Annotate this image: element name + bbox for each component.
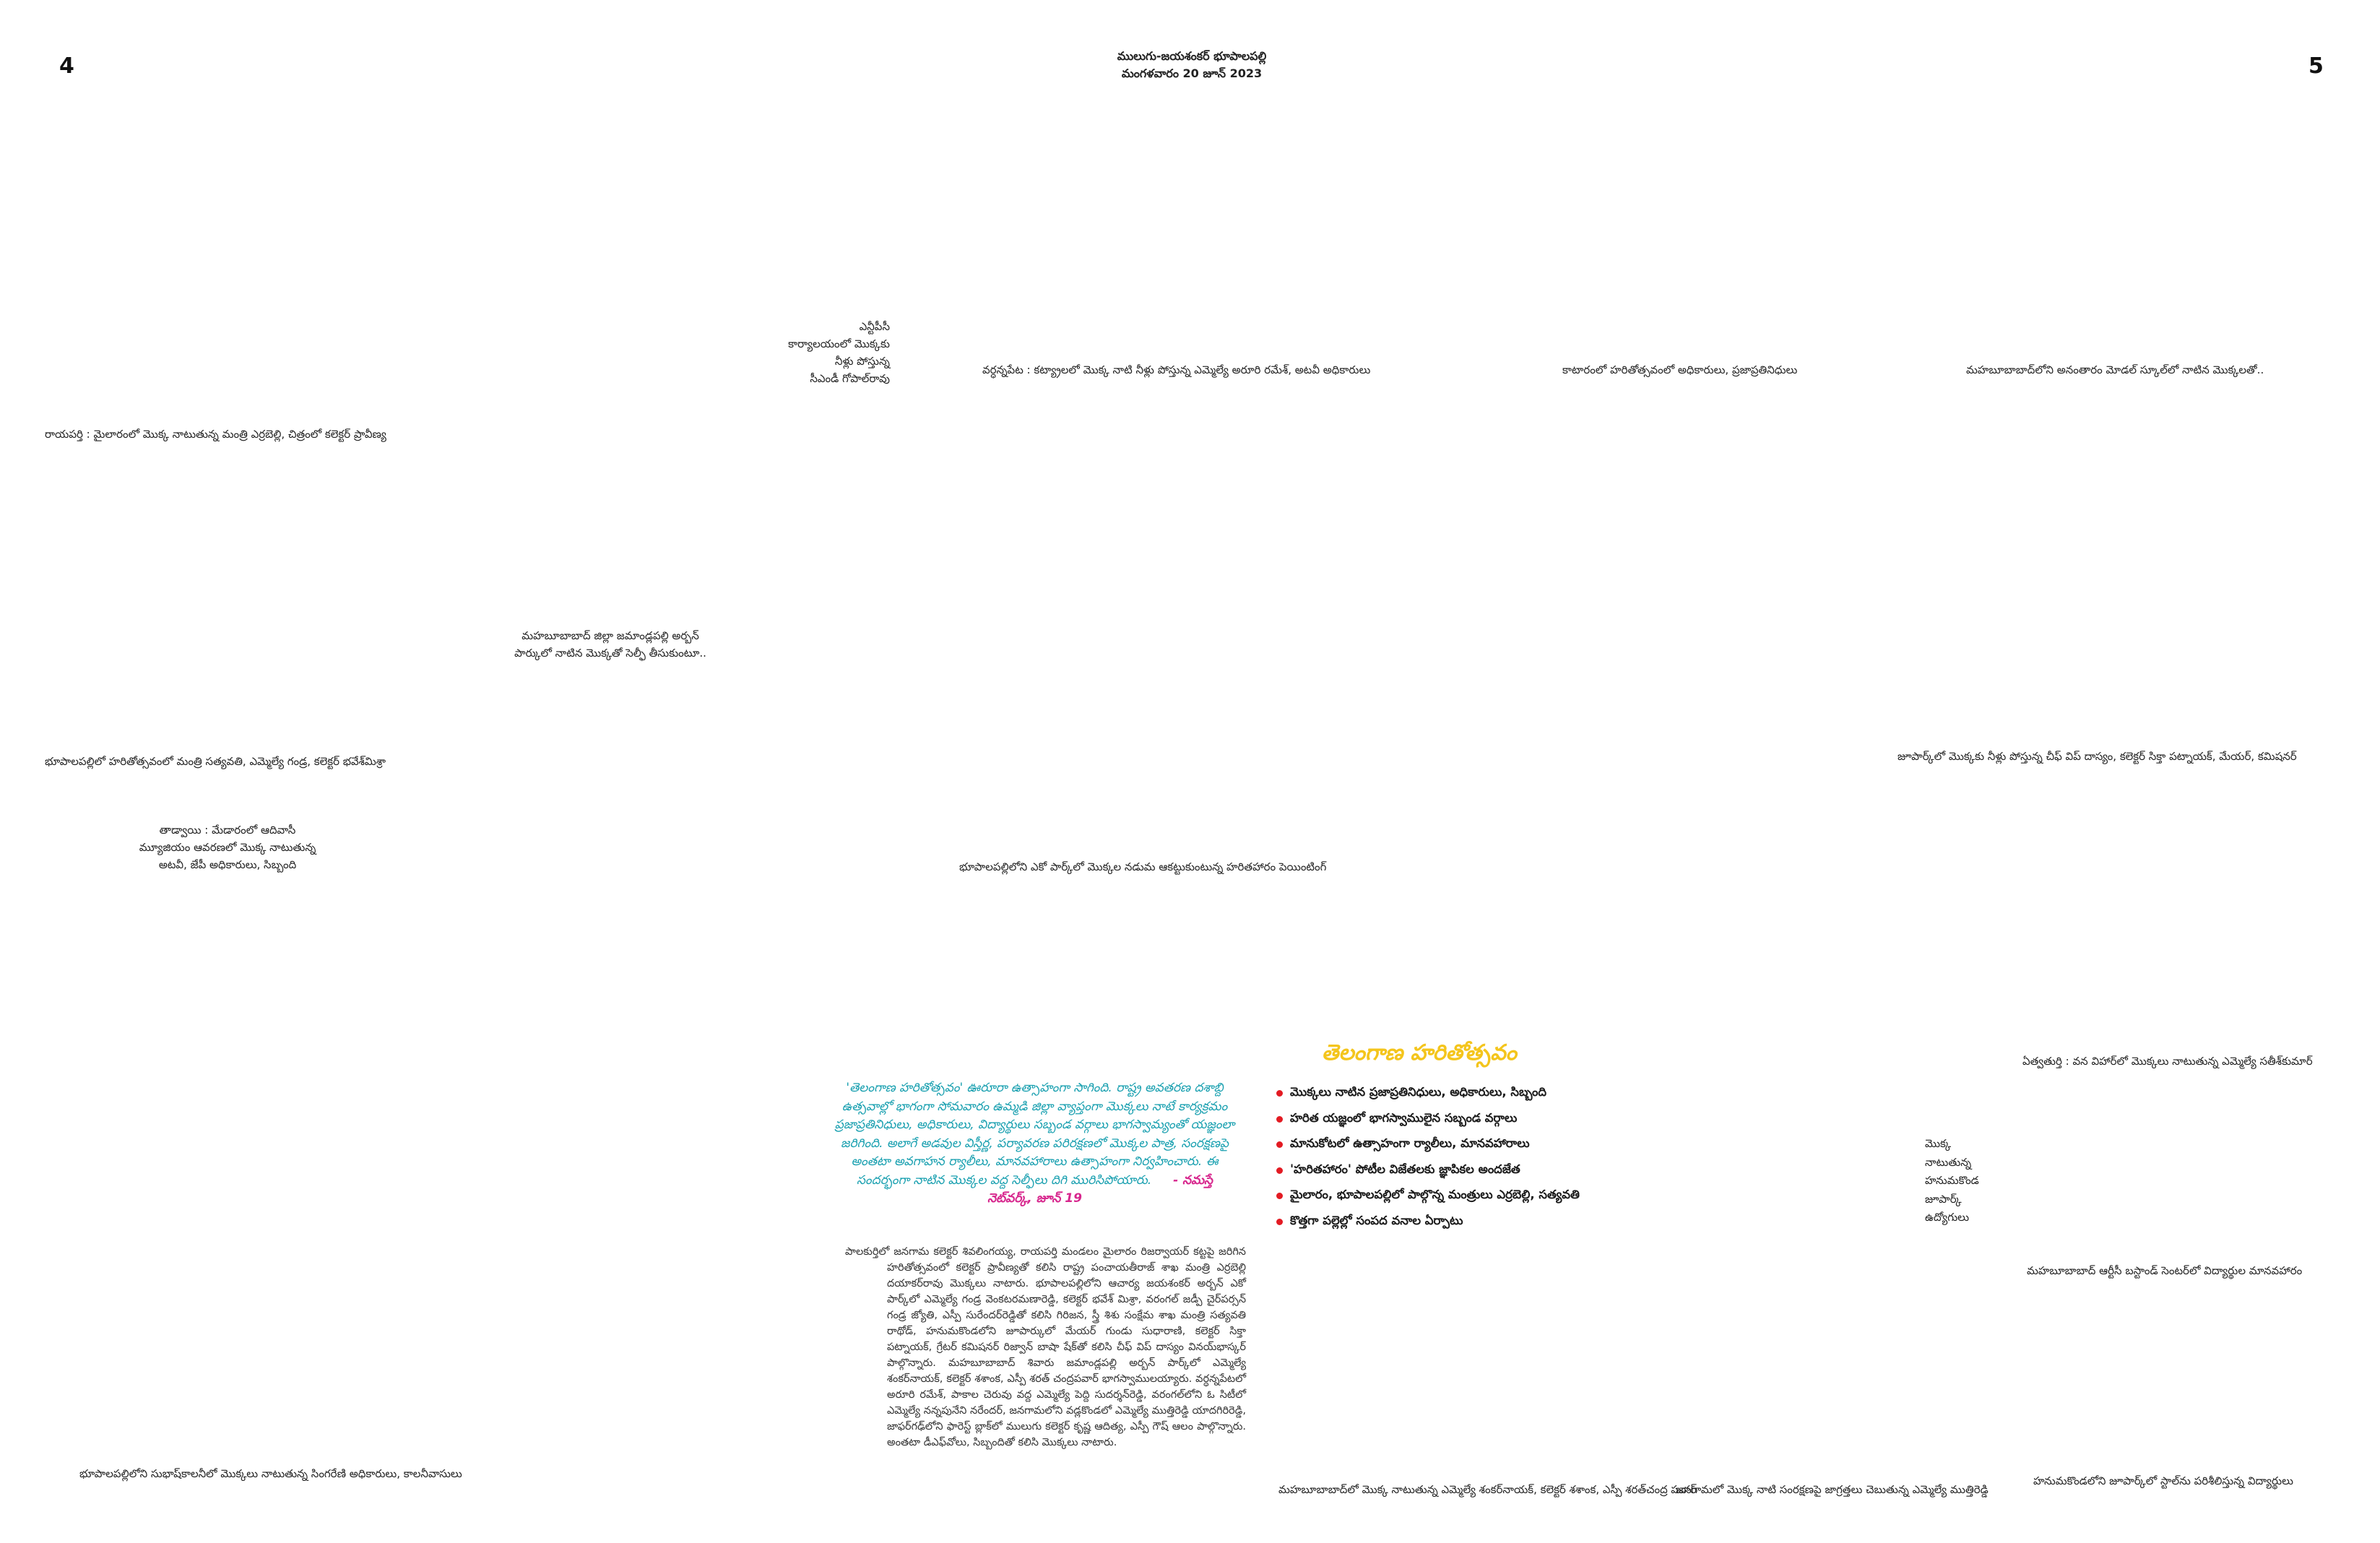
caption-vardhannapet: వర్ధన్నపేట : కట్య్రాలలో మొక్క నాటి నీళ్లు పోస్తున్న ఎమ్మెల్యే అరూరి రమేశ్, అటవీ అధికారులు bbox=[982, 363, 1371, 376]
feature-intro-quote: 'తెలంగాణ హరితోత్సవం' ఊరూరా ఉత్సాహంగా సాగింది. రాష్ట్ర అవతరణ దశాబ్ది ఉత్సవాల్లో భాగంగా సోమవారం ఉమ్మడి జిల్లా వ్యాప్తంగా మొక్కలు నాటే కార్యక్రమం ప్రజాప్రతినిధులు, అధికారులు, విద్యార్థులు సబ్బండ వర్గాలు భాగస్వామ్యంతో యజ్ఞంలా జరిగింది. అలాగే అడవుల విస్తీర్ణ, పర్యావరణ పరిరక్షణలో మొక్కల పాత్ర, సంరక్షణపై అంతటా అవగాహన ర్యాలీలు, మానవహారాలు ఉత్సాహంగా నిర్వహించారు. ఈ సందర్భంగా నాటిన మొక్కల వద్ద సెల్ఫీలు దిగి మురిసిపోయారు. - నమస్తే నెట్‌వర్క్, జూన్ 19 bbox=[834, 1081, 1235, 1206]
caption-jamandlapalli: మహబూబాబాద్ జిల్లా జమాండ్లపల్లి అర్బన్ పార్కులో నాటిన మొక్కతో సెల్ఫీ తీసుకుంటూ.. bbox=[514, 629, 706, 660]
caption-bhupalpalli-minister: భూపాలపల్లిలో హరితోత్సవంలో మంత్రి సత్యవతి, ఎమ్మెల్యే గండ్ర, కలెక్టర్ భవేశ్‌మిశ్రా bbox=[45, 755, 386, 768]
bullet-icon bbox=[1276, 1141, 1283, 1148]
page-number-left: 4 bbox=[59, 53, 74, 79]
edition-title: ములుగు-జయశంకర్ భూపాలపల్లి bbox=[1117, 49, 1267, 63]
feature-article bbox=[845, 1244, 1246, 1451]
highlight-item: 'హరితహారం' పోటీల విజేతలకు జ్ఞాపికల అందజేత bbox=[1276, 1158, 1652, 1184]
caption-tadvai: తాడ్వాయి : మేడారంలో ఆదివాసీ మ్యూజియం ఆవరణలో మొక్క నాటుతున్న అటవీ, జేపీ అధికారులు, సిబ్బంది bbox=[139, 824, 316, 871]
caption-ntpc: ఎన్టీపీసీ కార్యాలయంలో మొక్కకు నీళ్లు పోస్తున్న సీఎండీ గోపాల్‌రావు bbox=[788, 320, 890, 385]
caption-mahabubabad-students: మహబూబాబాద్ ఆర్టీసీ బస్టాండ్ సెంటర్‌లో విద్యార్థుల మానవహారం bbox=[2027, 1264, 2303, 1277]
feature-title: తెలంగాణ హరితోత్సవం bbox=[1322, 1040, 1517, 1066]
highlight-item: మానుకోటలో ఉత్సాహంగా ర్యాలీలు, మానవహారాలు bbox=[1276, 1132, 1652, 1158]
highlight-item: మొక్కలు నాటిన ప్రజాప్రతినిధులు, అధికారులు, సిబ్బంది bbox=[1276, 1081, 1652, 1107]
caption-mahabubabad-school: మహబూబాబాద్‌లోని అనంతారం మోడల్ స్కూల్‌లో నాటిన మొక్కలతో.. bbox=[1966, 363, 2264, 376]
bullet-icon bbox=[1276, 1219, 1283, 1225]
caption-hanumakonda-zoo: హనుమకొండలోని జూపార్క్‌లో స్టాల్‌ను పరిశీలిస్తున్న విద్యార్థులు bbox=[2033, 1474, 2293, 1487]
bullet-icon bbox=[1276, 1090, 1283, 1097]
issue-date: మంగళవారం 20 జూన్ 2023 bbox=[1121, 66, 1263, 80]
caption-rayaparthi: రాయపర్తి : మైలారంలో మొక్క నాటుతున్న మంత్రి ఎర్రబెల్లి, చిత్రంలో కలెక్టర్ ప్రావీణ్య bbox=[45, 428, 386, 441]
caption-kataram: కాటారంలో హరితోత్సవంలో అధికారులు, ప్రజాప్రతినిధులు bbox=[1562, 363, 1798, 376]
highlight-item: హరిత యజ్ఞంలో భాగస్వాములైన సబ్బండ వర్గాలు bbox=[1276, 1107, 1652, 1133]
highlight-item: మైలారం, భూపాలపల్లిలో పాల్గొన్న మంత్రులు ఎర్రబెల్లి, సత్యవతి bbox=[1276, 1183, 1652, 1209]
caption-jangaon: జనగామలో మొక్క నాటి సంరక్షణపై జాగ్రత్తలు చెబుతున్న ఎమ్మెల్యే ముత్తిరెడ్డి bbox=[1676, 1483, 1989, 1496]
bullet-icon bbox=[1276, 1116, 1283, 1123]
caption-mahabubabad-mla: మహబూబాబాద్‌లో మొక్క నాటుతున్న ఎమ్మెల్యే శంకర్‌నాయక్, కలెక్టర్ శశాంక, ఎస్పీ శరత్‌చంద్ర పవార్ bbox=[1278, 1483, 1697, 1496]
caption-hanumakonda-employees: మొక్క నాటుతున్న హనుమకొండ జూపార్క్ ఉద్యోగులు bbox=[1925, 1137, 1979, 1224]
masthead bbox=[1047, 48, 1336, 82]
bullet-icon bbox=[1276, 1193, 1283, 1199]
caption-eturnagaram: ఏత్వతుర్తి : వన విహార్‌లో మొక్కలు నాటుతున్న ఎమ్మెల్యే సతీశ్‌కుమార్ bbox=[2022, 1055, 2313, 1068]
quote-source: - నమస్తే నెట్‌వర్క్, జూన్ 19 bbox=[987, 1172, 1213, 1206]
caption-zoo-park: జూపార్క్‌లో మొక్కకు నీళ్లు పోస్తున్న చీఫ్ విప్ దాస్యం, కలెక్టర్ సిక్తా పట్నాయక్, మేయర్, కమిషనర్ bbox=[1897, 750, 2297, 763]
article-body: పాలకుర్తిలో జనగామ కలెక్టర్ శివలింగయ్య, రాయపర్తి మండలం మైలారం రిజర్వాయర్ కట్టపై జరిగిన హరితోత్సవంలో కలెక్టర్ ప్రావీణ్యతో కలిసి రాష్ట్ర పంచాయతీరాజ్ శాఖ మంత్రి ఎర్రబెల్లి దయాకర్‌రావు మొక్కలు నాటారు. భూపాలపల్లిలోని ఆచార్య జయశంకర్ అర్బన్ ఎకో పార్క్‌లో ఎమ్మెల్యే గండ్ర వెంకటరమణారెడ్డి, కలెక్టర్ భవేశ్ మిశ్రా, వరంగల్ జడ్పీ చైర్‌పర్సన్ గండ్ర జ్యోతి, ఎస్పీ సురేందర్‌రెడ్డితో కలిసి గిరిజన, స్త్రీ శిశు సంక్షేమ శాఖ మంత్రి సత్యవతి రాథోడ్, హనుమకొండలోని జూపార్కులో మేయర్ గుండు సుధారాణి, కలెక్టర్ సిక్తా పట్నాయక్, గ్రేటర్ కమిషనర్ రిజ్వాన్ బాషా షేక్‌తో కలిసి చీఫ్ విప్ దాస్యం వినయ్‌భాస్కర్ పాల్గొన్నారు. మహబూబాబాద్ శివారు జమాండ్లపల్లి అర్బన్ పార్క్‌లో ఎమ్మెల్యే శంకర్‌నాయక్, కలెక్టర్ శశాంక, ఎస్పీ శరత్ చంద్రపవార్ భాగస్వాములయ్యారు. వర్ధన్నపేటలో అరూరి రమేశ్, పాకాల చెరువు వద్ద ఎమ్మెల్యే పెద్ది సుదర్శన్‌రెడ్డి, వరంగల్‌లోని ఓ సిటీలో ఎమ్మెల్యే నన్నపునేని నరేందర్, జనగామలోని వడ్లకొండలో ఎమ్మెల్యే ముత్తిరెడ్డి యాదగిరిరెడ్డి, జాఫర్‌గఢ్‌లోని ఫారెస్ట్ బ్లాక్‌లో ములుగు కలెక్టర్ కృష్ణ ఆదిత్య, ఎస్పీ గౌష్ ఆలం పాల్గొన్నారు. అంతటా డీఎఫ్‌వోలు, సిబ్బందితో కలిసి మొక్కలు నాటారు. bbox=[845, 1246, 1246, 1448]
caption-eco-park: భూపాలపల్లిలోని ఎకో పార్క్‌లో మొక్కల నడుమ ఆకట్టుకుంటున్న హరితహారం పెయింటింగ్ bbox=[959, 860, 1327, 873]
highlight-item: కొత్తగా పల్లెల్లో సంపద వనాల ఏర్పాటు bbox=[1276, 1209, 1652, 1235]
page-number-right: 5 bbox=[2308, 53, 2324, 79]
caption-subhash-colony: భూపాలపల్లిలోని సుభాష్‌కాలనీలో మొక్కలు నాటుతున్న సింగరేణి అధికారులు, కాలనీవాసులు bbox=[79, 1467, 462, 1480]
bullet-icon bbox=[1276, 1167, 1283, 1174]
feature-highlights bbox=[1276, 1081, 1652, 1235]
